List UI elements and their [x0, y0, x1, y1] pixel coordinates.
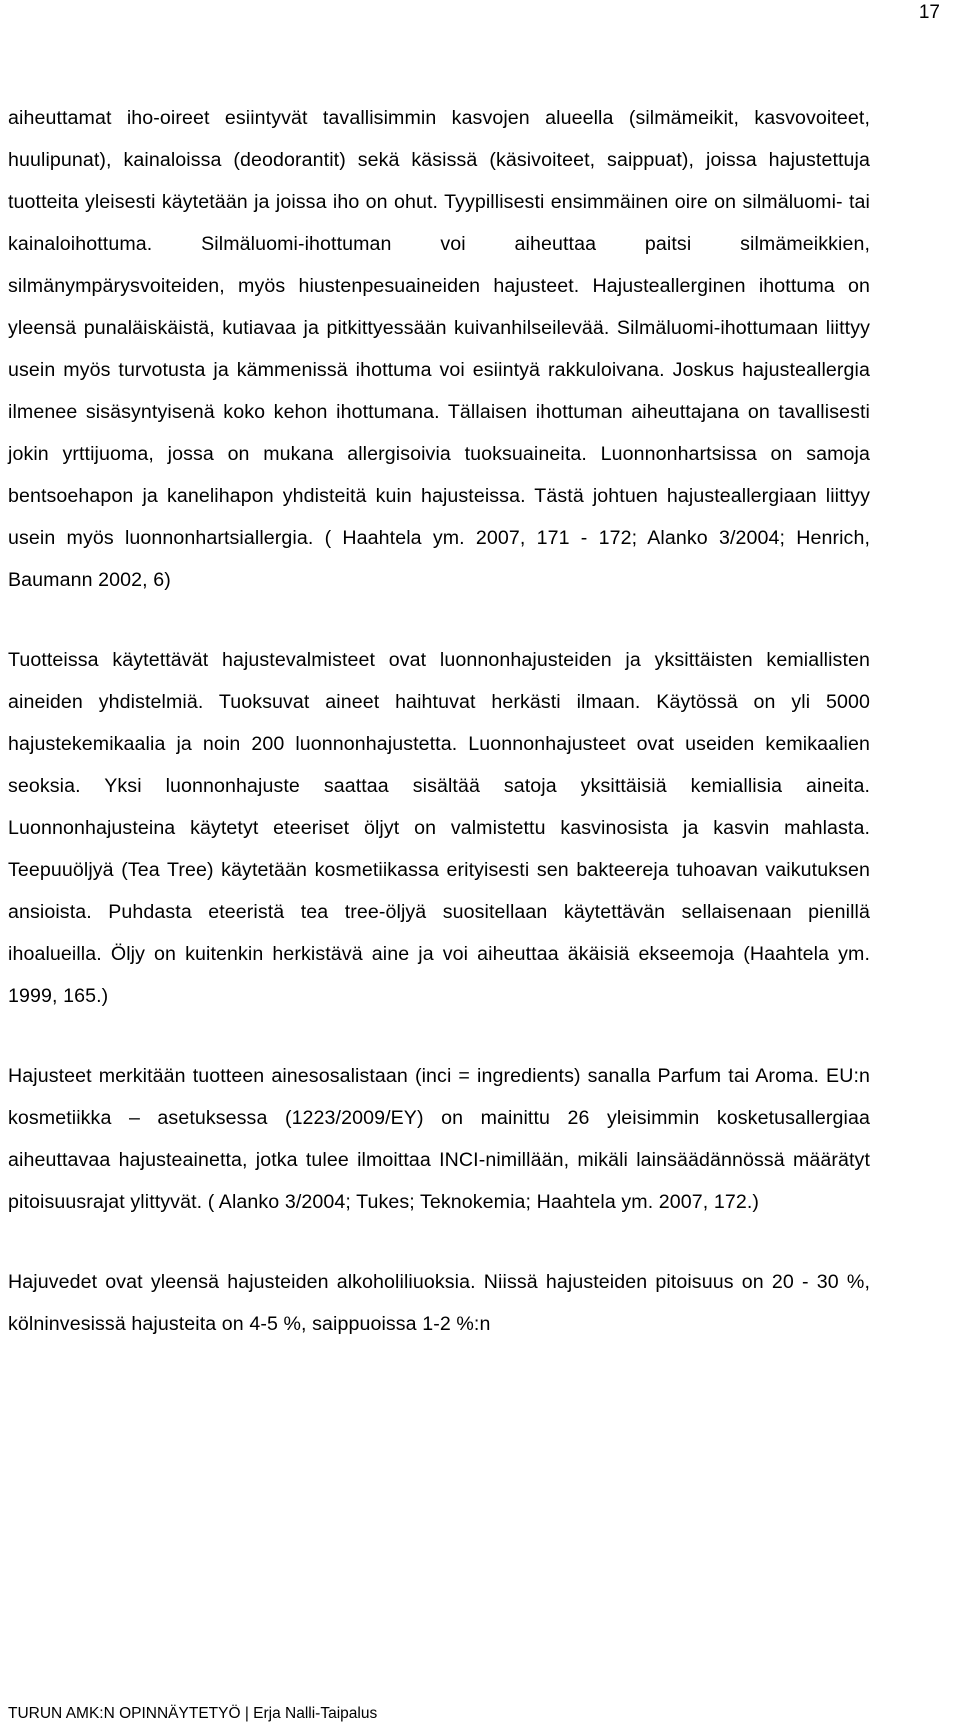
page-footer: TURUN AMK:N OPINNÄYTETYÖ | Erja Nalli-Taipalus — [8, 1705, 378, 1722]
paragraph-fragrance-symptoms: aiheuttamat iho-oireet esiintyvät tavallisimmin kasvojen alueella (silmämeikit, kasvovoiteet, huulipunat), kainaloissa (deodorantit) sekä käsissä (käsivoiteet, saippuat), joissa hajustettuja tuotteita yleisesti käytetään ja joissa iho on ohut. Tyypillisesti ensimmäinen oire on silmäluomi- tai kainaloihottuma. Silmäluomi-ihottuman voi aiheuttaa paitsi silmämeikkien, silmänympärysvoiteiden, myös hiustenpesuaineiden hajusteet. Hajusteallerginen ihottuma on yleensä punaläiskäistä, kutiavaa ja pitkittyessään kuivanhilseilevää. Silmäluomi-ihottumaan liittyy usein myös turvotusta ja kämmenissä ihottuma voi esiintyä rakkuloivana. Joskus hajusteallergia ilmenee sisäsyntyisenä koko kehon ihottumana. Tällaisen ihottuman aiheuttajana on tavallisesti jokin yrttijuoma, jossa on mukana allergisoivia tuoksuaineita. Luonnonhartsissa on samoja bentsoehapon ja kanelihapon yhdisteitä kuin hajusteissa. Tästä johtuen hajusteallergiaan liittyy usein myös luonnonhartsiallergia. ( Haahtela ym. 2007, 171 - 172; Alanko 3/2004; Henrich, Baumann 2002, 6) — [8, 107, 870, 591]
paragraph-fragrance-labelling: Hajusteet merkitään tuotteen ainesosalistaan (inci = ingredients) sanalla Parfum tai Aroma. EU:n kosmetiikka – asetuksessa (1223/2009/EY) on mainittu 26 yleisimmin kosketusallergiaa aiheuttavaa hajusteainetta, jotka tulee ilmoittaa INCI-nimillään, mikäli lainsäädännössä määrätyt pitoisuusrajat ylittyvät. ( Alanko 3/2004; Tukes; Teknokemia; Haahtela ym. 2007, 172.) — [8, 1065, 870, 1213]
paragraph-perfume-concentrations: Hajuvedet ovat yleensä hajusteiden alkoholiliuoksia. Niissä hajusteiden pitoisuus on 20 - 30 %, kölninvesissä hajusteita on 4-5 %, saippuoissa 1-2 %:n — [8, 1271, 870, 1335]
paragraph-gap — [8, 601, 870, 639]
paragraph-gap — [8, 1017, 870, 1055]
document-body — [8, 97, 870, 1345]
page-number: 17 — [918, 2, 940, 23]
paragraph-fragrance-composition: Tuotteissa käytettävät hajustevalmisteet ovat luonnonhajusteiden ja yksittäisten kemiallisten aineiden yhdistelmiä. Tuoksuvat aineet haihtuvat herkästi ilmaan. Käytössä on yli 5000 hajustekemikaalia ja noin 200 luonnonhajustetta. Luonnonhajusteet ovat useiden kemikaalien seoksia. Yksi luonnonhajuste saattaa sisältää satoja yksittäisiä kemiallisia aineita. Luonnonhajusteina käytetyt eteeriset öljyt on valmistettu kasvinosista ja kasvin mahlasta. Teepuuöljyä (Tea Tree) käytetään kosmetiikassa erityisesti sen bakteereja tuhoavan vaikutuksen ansioista. Puhdasta eteeristä tea tree-öljyä suositellaan käytettävän sellaisenaan pienillä ihoalueilla. Öljy on kuitenkin herkistävä aine ja voi aiheuttaa äkäisiä ekseemoja (Haahtela ym. 1999, 165.) — [8, 649, 870, 1007]
paragraph-gap — [8, 1223, 870, 1261]
